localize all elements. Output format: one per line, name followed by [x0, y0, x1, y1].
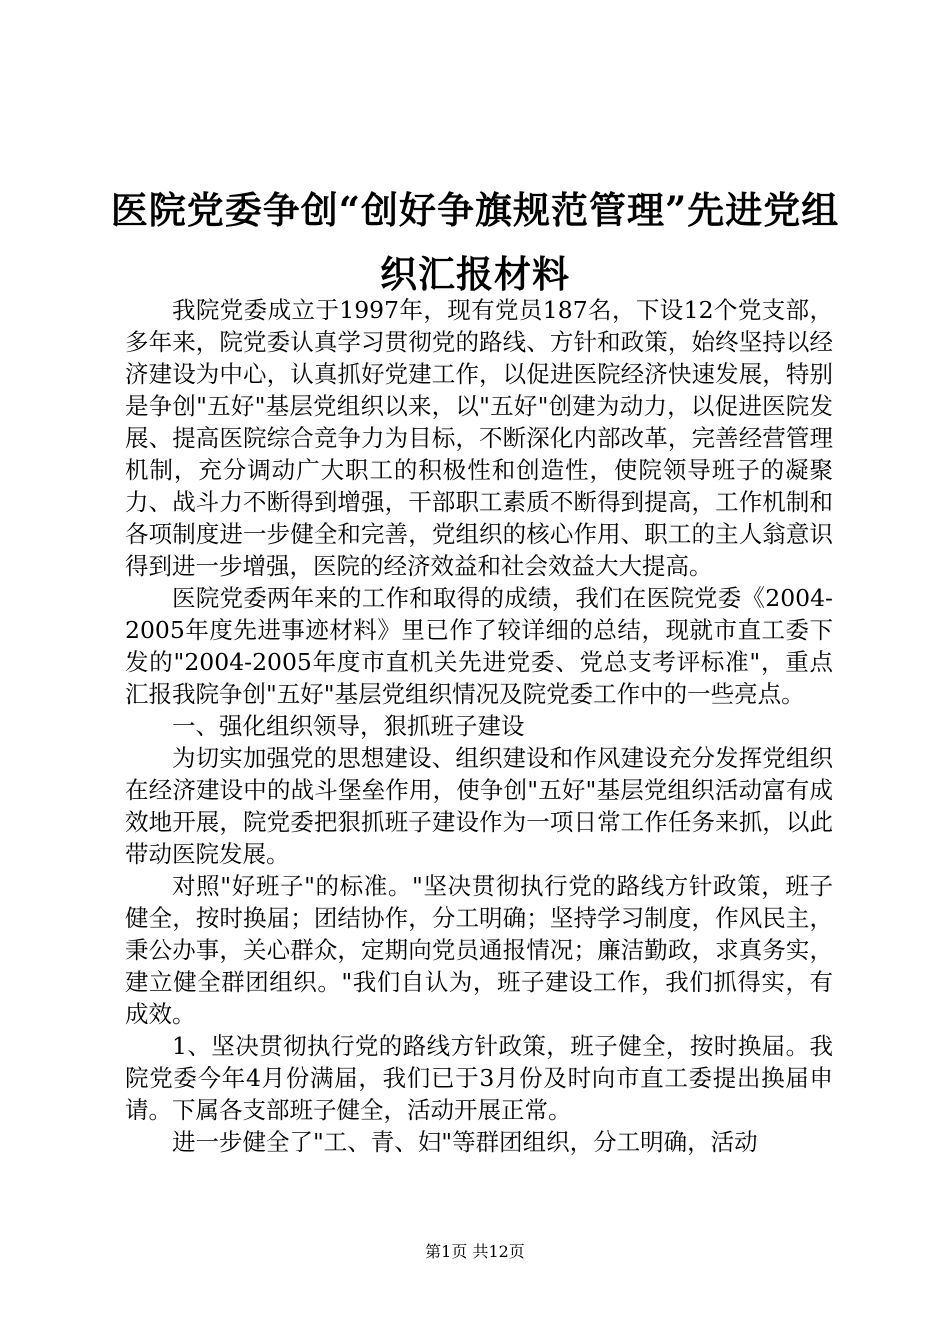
- paragraph-item-1: 1、坚决贯彻执行党的路线方针政策，班子健全，按时换届。我院党委今年4月份满届，我们已于3月份及时向市直工委提出换届申请。下属各支部班子健全，活动开展正常。: [125, 1032, 833, 1124]
- page-title: 医院党委争创“创好争旗规范管理”先进党组织汇报材料: [110, 188, 840, 296]
- paragraph-section-1-intro: 为切实加强党的思想建设、组织建设和作风建设充分发挥党组织在经济建设中的战斗堡垒作用，使争创"五好"基层党组织活动富有成效地开展，院党委把狠抓班子建设作为一项日常工作任务来抓，以此带动医院发展。: [125, 744, 833, 868]
- paragraph-intro: 我院党委成立于1997年，现有党员187名，下设12个党支部，多年来，院党委认真学习贯彻党的路线、方针和政策，始终坚持以经济建设为中心，认真抓好党建工作，以促进医院经济快速发展，特别是争创"五好"基层党组织以来，以"五好"创建为动力，以促进医院发展、提高医院综合竞争力为目标，不断深化内部改革，完善经营管理机制，充分调动广大职工的积极性和创造性，使院领导班子的凝聚力、战斗力不断得到增强，干部职工素质不断得到提高，工作机制和各项制度进一步健全和完善，党组织的核心作用、职工的主人翁意识得到进一步增强，医院的经济效益和社会效益大大提高。: [125, 296, 833, 580]
- paragraph-groups: 进一步健全了"工、青、妇"等群团组织，分工明确，活动: [172, 1128, 758, 1156]
- paragraph-summary: 医院党委两年来的工作和取得的成绩，我们在医院党委《2004-2005年度先进事迹材料》里已作了较详细的总结，现就市直工委下发的"2004-2005年度市直机关先进党委、党总支考评标准"，重点汇报我院争创"五好"基层党组织情况及院党委工作中的一些亮点。: [125, 584, 833, 708]
- paragraph-standard: 对照"好班子"的标准。"坚决贯彻执行党的路线方针政策，班子健全，按时换届；团结协作，分工明确；坚持学习制度，作风民主，秉公办事，关心群众，定期向党员通报情况；廉洁勤政，求真务实，建立健全群团组织。"我们自认为，班子建设工作，我们抓得实，有成效。: [125, 872, 833, 1028]
- page-number: 第1页 共12页: [425, 1242, 525, 1261]
- section-heading-1: 一、强化组织领导，狠抓班子建设: [172, 712, 525, 740]
- document-body: [125, 294, 833, 1158]
